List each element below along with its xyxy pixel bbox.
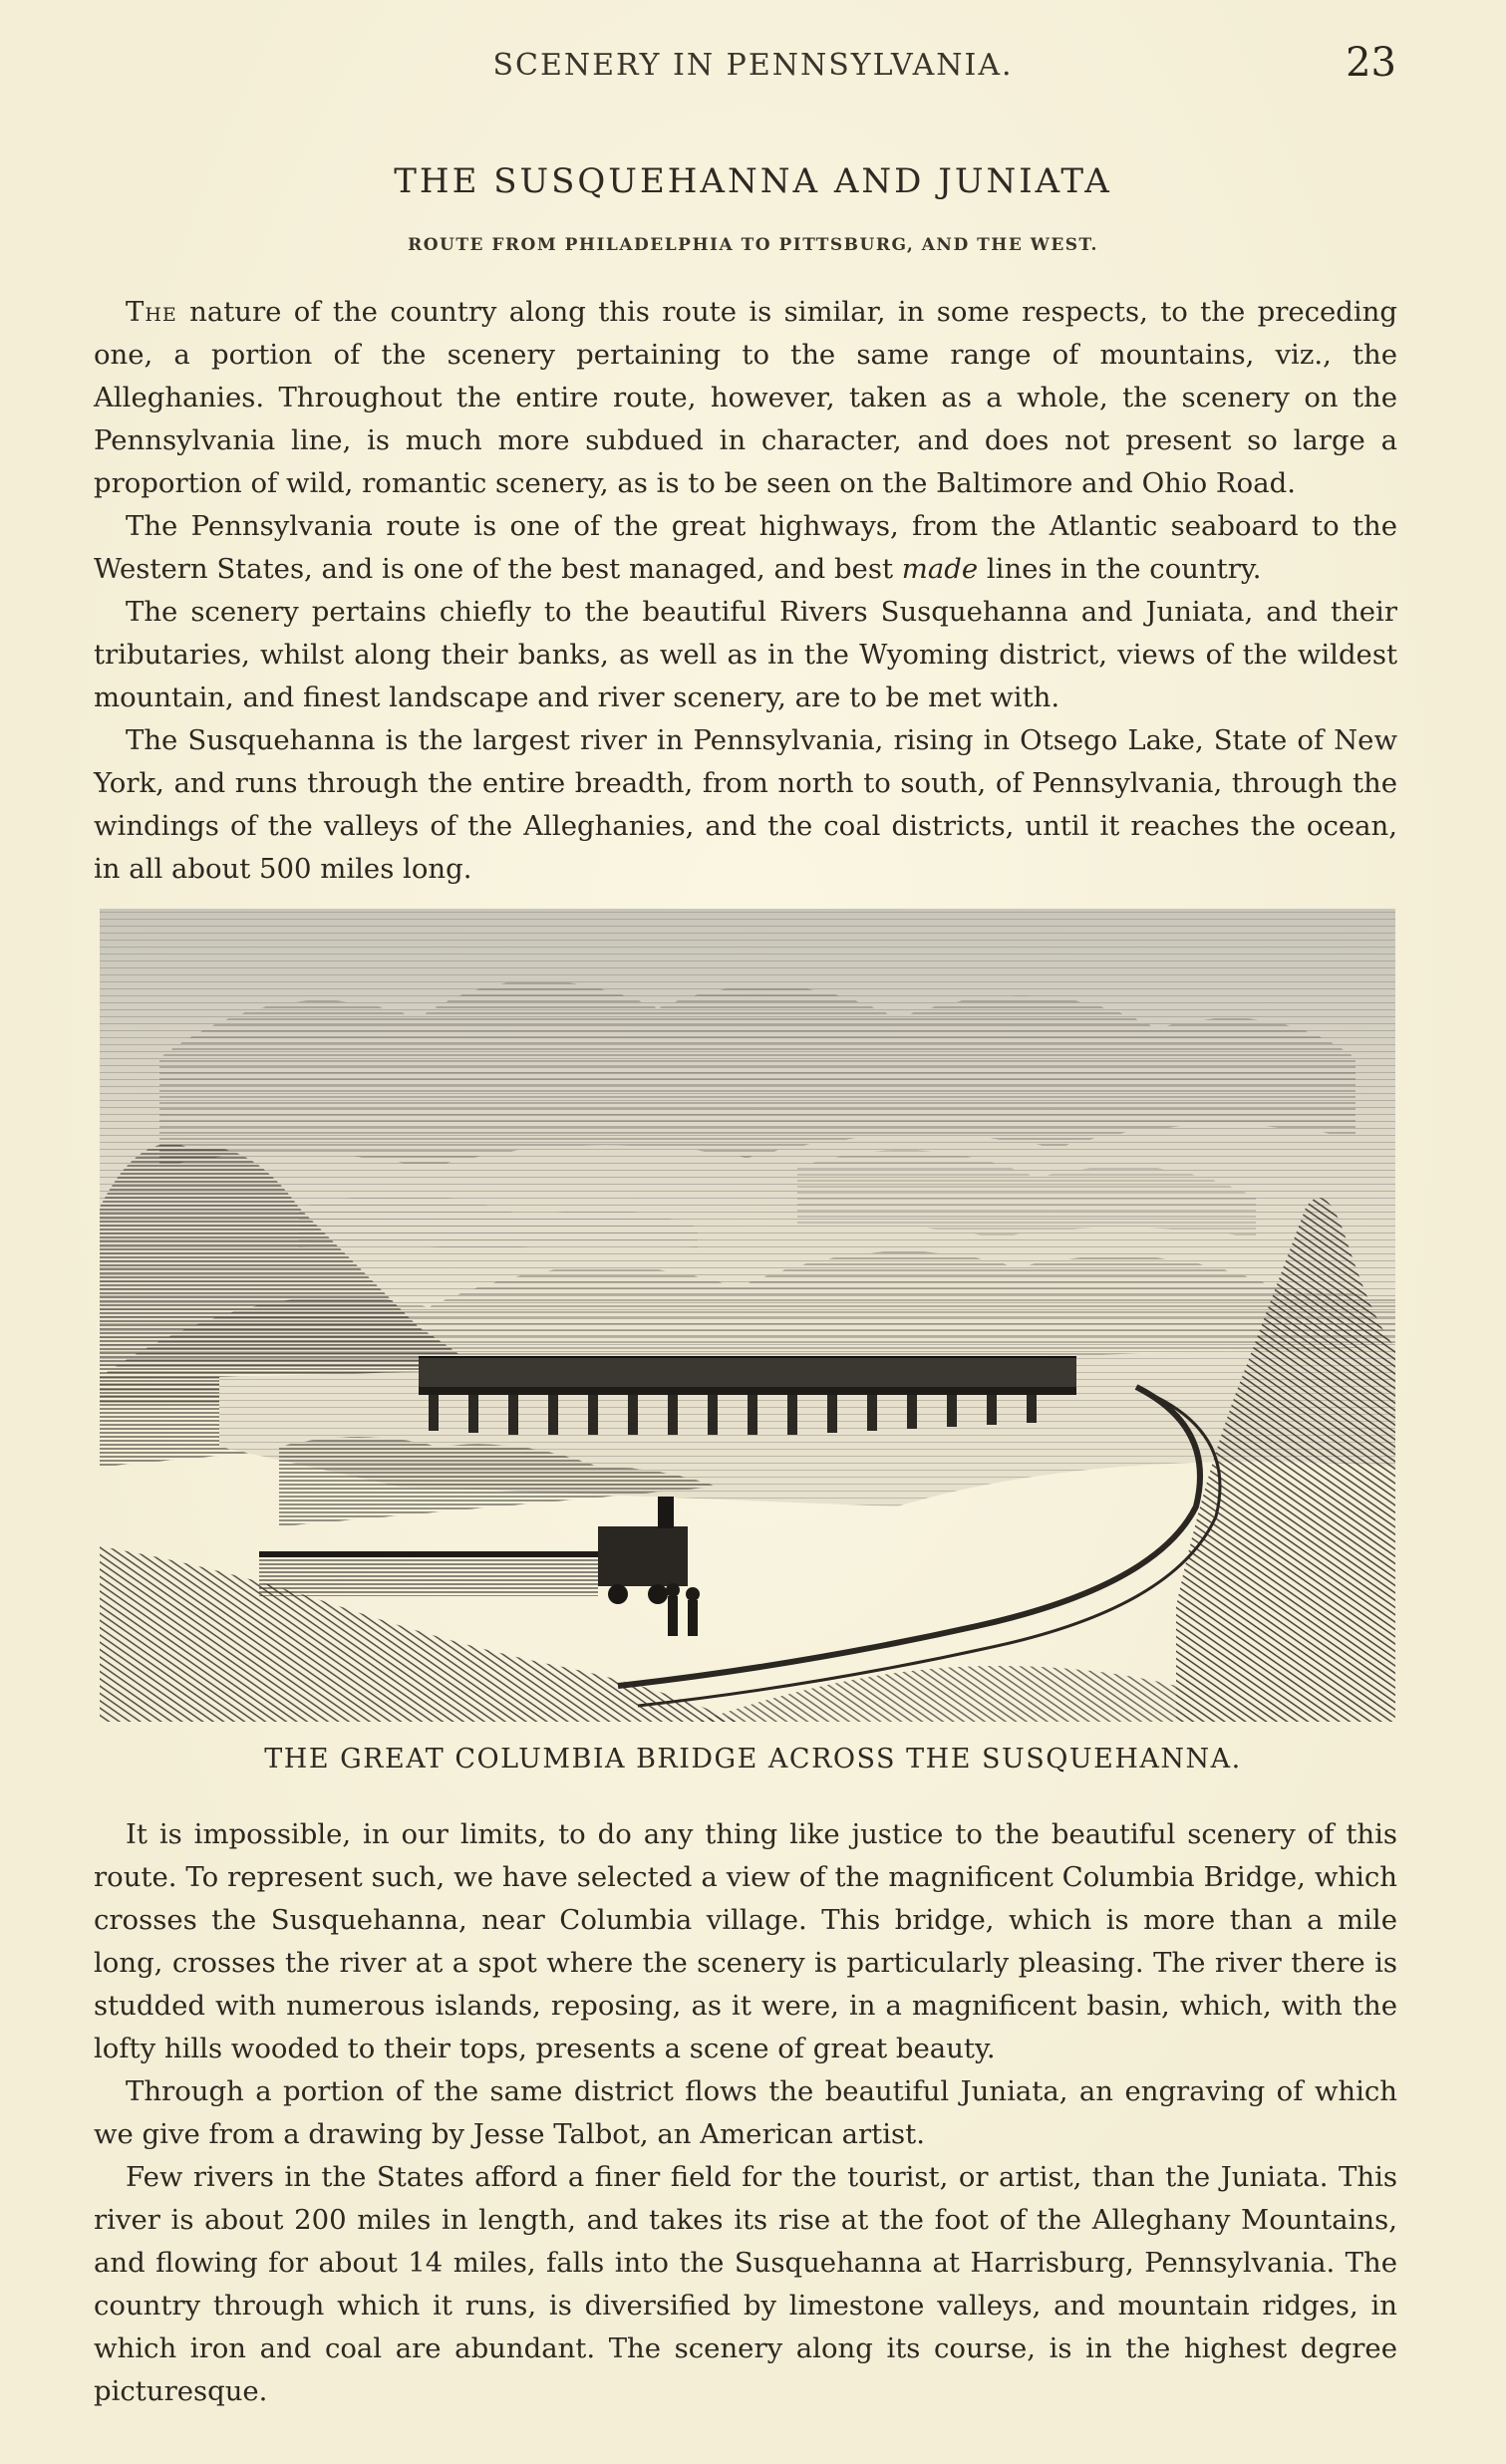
bottom-text-block	[94, 1813, 1397, 2413]
paragraph: Through a portion of the same district flows the beautiful Juniata, an engraving of which we give from a drawing by Jesse Talbot, an American artist.	[94, 2075, 1397, 2150]
paragraph: The Susquehanna is the largest river in Pennsylvania, rising in Otsego Lake, State of New York, and runs through the entire breadth, from north to south, of Pennsylvania, through the windings of the valleys of the Alleghanies, and the coal districts, until it reaches the ocean, in all about 500 miles long.	[94, 724, 1397, 885]
paragraph-text: The Pennsylvania route is one of the great highways, from the Atlantic seaboard to the Western States, and is one of the best managed, and best	[94, 510, 1397, 585]
foreground-figures	[666, 1583, 700, 1636]
paragraph-text: nature of the country along this route is similar, in some respects, to the preceding one, a portion of the scenery pertaining to the same range of mountains, viz., the Alleghanies. Throughout the entire route, however, taken as a whole, the scenery on the Pennsylvania line, is much more subdued in character, and does not present so large a proportion of wild, romantic scenery, as is to be seen on the Baltimore and Ohio Road.	[94, 296, 1397, 499]
paragraph	[94, 505, 1397, 591]
figure-caption: THE GREAT COLUMBIA BRIDGE ACROSS THE SUSQUEHANNA.	[264, 1744, 1242, 1775]
paragraph	[94, 291, 1397, 505]
top-text-block	[94, 291, 1397, 891]
paragraph: Few rivers in the States afford a finer field for the tourist, or artist, than the Juniata. This river is about 200 miles in length, and takes its rise at the foot of the Alleghany Mountains, and flowing for about 14 miles, falls into the Susquehanna at Harrisburg, Pennsylvania. The country through which it runs, is diversified by limestone valleys, and mountain ridges, in which iron and coal are abundant. The scenery along its course, is in the highest degree picturesque.	[94, 2161, 1397, 2407]
emphasis-word: made	[901, 553, 979, 585]
paragraph-text: lines in the country.	[978, 553, 1262, 585]
drop-word: The	[126, 296, 177, 328]
running-header: SCENERY IN PENNSYLVANIA.	[492, 48, 1014, 83]
page-number: 23	[1346, 40, 1396, 86]
paragraph: The scenery pertains chiefly to the beautiful Rivers Susquehanna and Juniata, and their tributaries, whilst along their banks, as well as in the Wyoming district, views of the wildest mountain, and finest landscape and river scenery, are to be met with.	[94, 596, 1397, 713]
article-subtitle: ROUTE FROM PHILADELPHIA TO PITTSBURG, AND THE WEST.	[408, 235, 1098, 255]
columbia-bridge-engraving	[100, 909, 1395, 1722]
paragraph: It is impossible, in our limits, to do any thing like justice to the beautiful scenery of this route. To represent such, we have selected a view of the magnificent Columbia Bridge, which crosses the Susquehanna, near Columbia village. This bridge, which is more than a mile long, crosses the river at a spot where the scenery is particularly pleasing. The river there is studded with numerous islands, reposing, as it were, in a magnificent basin, which, with the lofty hills wooded to their tops, presents a scene of great beauty.	[94, 1818, 1397, 2064]
article-title: THE SUSQUEHANNA AND JUNIATA	[394, 161, 1112, 201]
